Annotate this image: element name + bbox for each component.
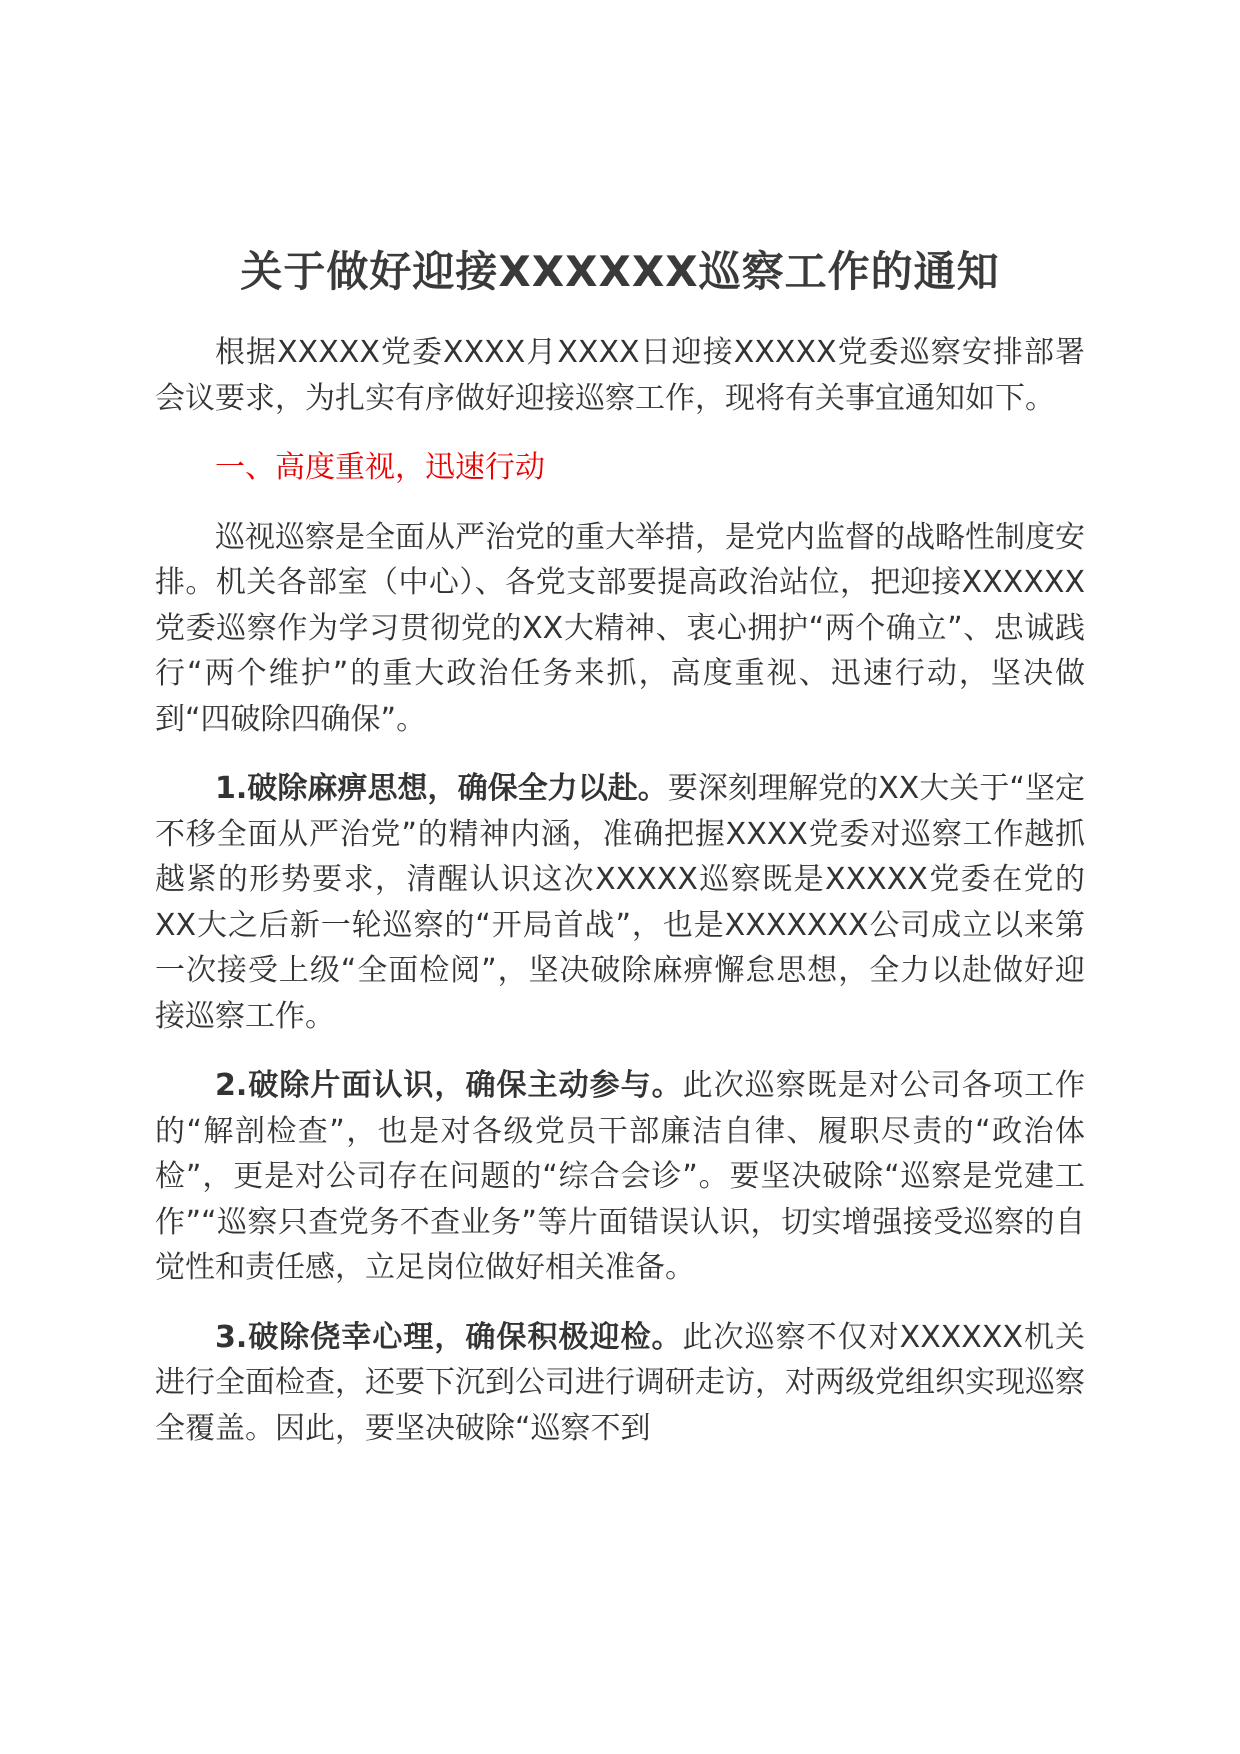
list-item [155,1315,1085,1452]
item-lead: 3.破除侥幸心理，确保积极迎检。 [215,1319,683,1355]
document-title: 关于做好迎接XXXXXX巡察工作的通知 [240,247,1000,296]
section-body-paragraph: 巡视巡察是全面从严治党的重大举措，是党内监督的战略性制度安排。机关各部室（中心）、各党支部要提高政治站位，把迎接XXXXXX党委巡察作为学习贯彻党的XX大精神、衷心拥护“两个确立”、忠诚践行“两个维护”的重大政治任务来抓，高度重视、迅速行动，坚决做到“四破除四确保”。 [155,519,1085,737]
section-heading: 一、高度重视，迅速行动 [215,450,545,485]
document-page [155,242,1085,1475]
item-text: 要深刻理解党的XX大关于“坚定不移全面从严治党”的精神内涵，准确把握XXXX党委对巡察工作越抓越紧的形势要求，清醒认识这次XXXXX巡察既是XXXXX党委在党的XX大之后新一轮巡察的“开局首战”，也是XXXXXXX公司成立以来第一次接受上级“全面检阅”，坚决破除麻痹懈怠思想，全力以赴做好迎接巡察工作。 [155,771,1085,1034]
item-text: 此次巡察既是对公司各项工作的“解剖检查”，也是对各级党员干部廉洁自律、履职尽责的“政治体检”，更是对公司存在问题的“综合会诊”。要坚决破除“巡察是党建工作”“巡察只查党务不查业务”等片面错误认识，切实增强接受巡察的自觉性和责任感，立足岗位做好相关准备。 [155,1068,1085,1285]
item-lead: 2.破除片面认识，确保主动参与。 [215,1068,683,1103]
list-item [155,766,1085,1039]
intro-paragraph: 根据XXXXX党委XXXX月XXXX日迎接XXXXX党委巡察安排部署会议要求，为扎实有序做好迎接巡察工作，现将有关事宜通知如下。 [155,335,1085,416]
item-text: 此次巡察不仅对XXXXXX机关进行全面检查，还要下沉到公司进行调研走访，对两级党组织实现巡察全覆盖。因此，要坚决破除“巡察不到 [155,1319,1085,1446]
item-lead: 1.破除麻痹思想，确保全力以赴。 [215,771,668,806]
list-item [155,1063,1085,1291]
